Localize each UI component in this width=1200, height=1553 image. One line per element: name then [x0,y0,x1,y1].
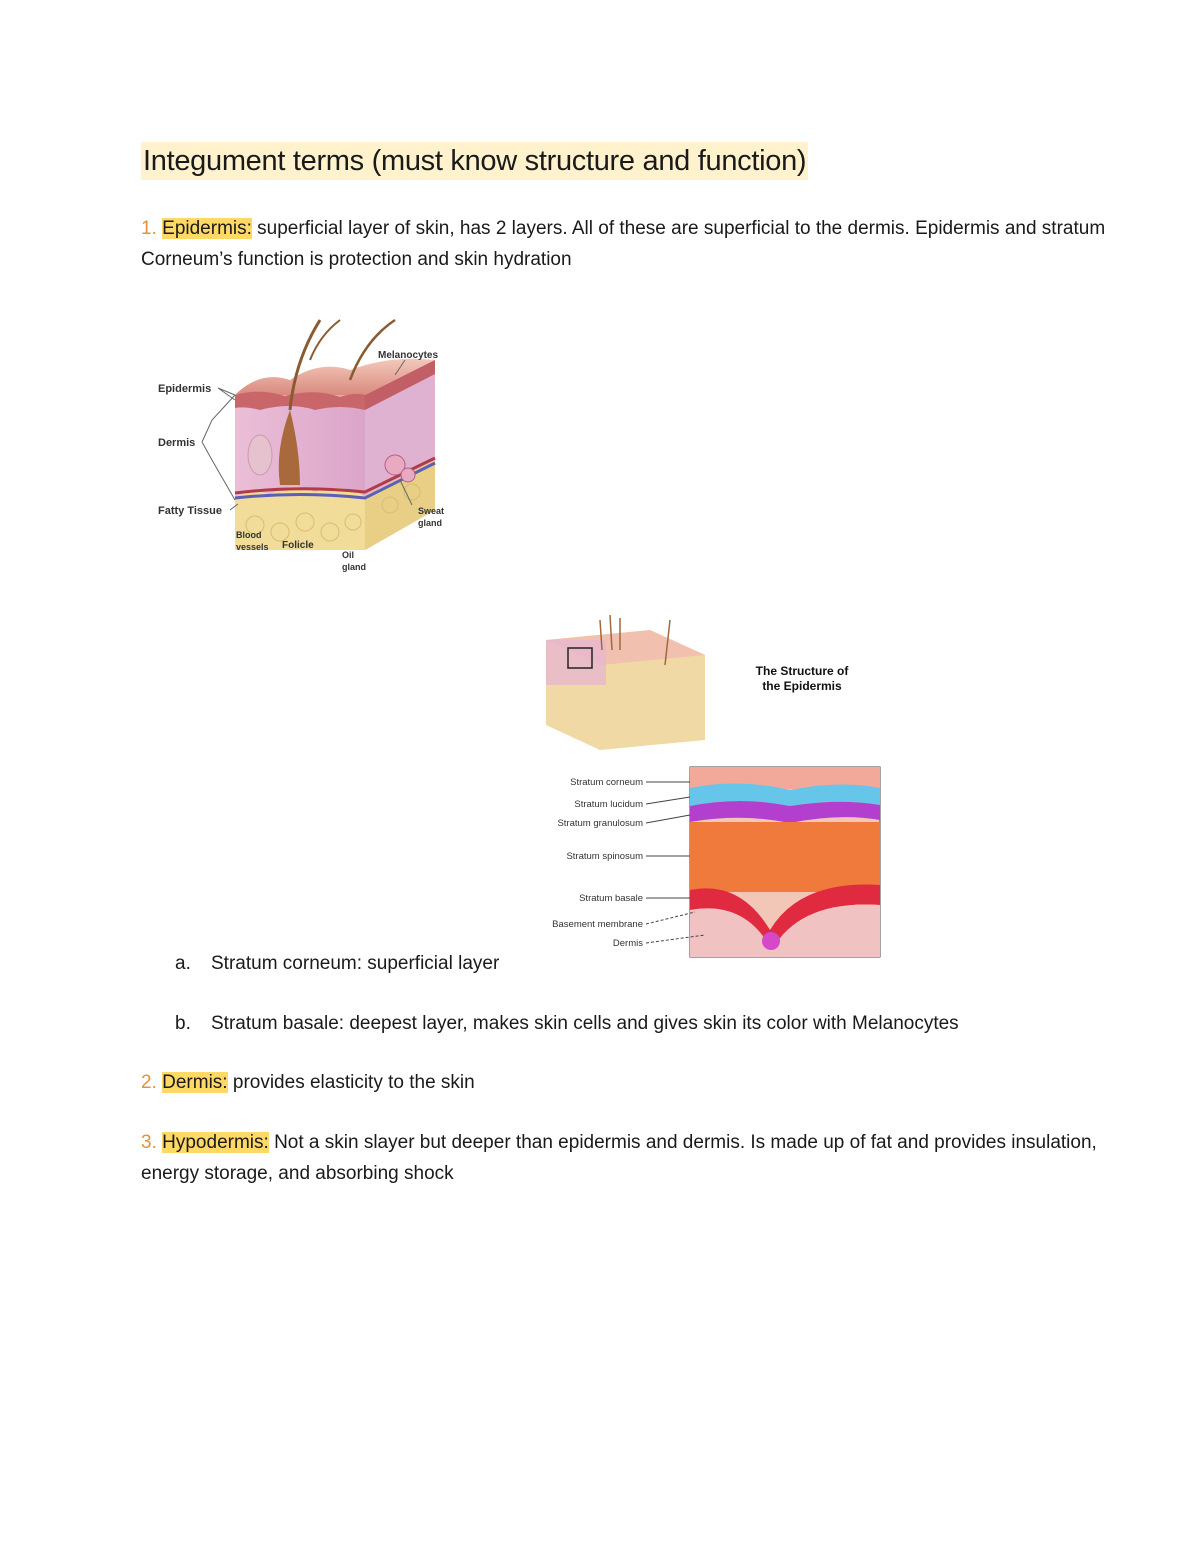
epidermis-structure-figure [540,610,890,960]
item-number: 2. [141,1072,157,1093]
sublist-item-a [175,948,499,979]
page-title: Integument terms (must know structure and function) [141,142,808,180]
list-item-epidermis-cont: Corneum’s function is protection and skin hydration [141,249,572,270]
item-number: 3. [141,1132,157,1153]
layer-label-granulosum: Stratum granulosum [557,818,643,829]
layer-label-membrane: Basement membrane [552,919,643,930]
sublist-marker: b. [175,1013,191,1034]
layer-label-dermis: Dermis [612,938,643,949]
list-item-dermis [141,1067,475,1098]
label-epidermis: Epidermis [158,383,212,395]
svg-text:vessels: vessels [236,542,269,552]
term-dermis: Dermis: [162,1072,228,1093]
layer-label-corneum: Stratum corneum [570,777,643,788]
layer-label-basale: Stratum basale [579,893,643,904]
list-item-hypodermis-cont: energy storage, and absorbing shock [141,1163,454,1184]
term-epidermis: Epidermis: [162,218,252,239]
layer-label-lucidum: Stratum lucidum [574,799,643,810]
item-text: provides elasticity to the skin [227,1072,475,1093]
label-fatty-tissue: Fatty Tissue [158,505,222,517]
skin-cross-section-figure [150,300,460,580]
label-oil-gland: Oil [342,550,355,560]
layer-label-spinosum: Stratum spinosum [566,851,643,862]
item-text: Not a skin slayer but deeper than epidermis and dermis. Is made up of fat and provides insulation, [268,1132,1097,1153]
label-blood-vessels: Blood [236,530,262,540]
layer-detail-panel [690,767,880,957]
figure2-title-line1: The Structure of [755,664,849,678]
label-dermis: Dermis [158,437,196,449]
label-sweat-gland: Sweat [418,506,445,516]
label-melanocytes: Melanocytes [378,350,439,361]
svg-text:gland: gland [418,518,442,528]
sublist-text: Stratum corneum: superficial layer [211,953,500,974]
sublist-text: Stratum basale: deepest layer, makes skin cells and gives skin its color with Melanocytes [211,1013,959,1034]
label-follicle: Folicle [282,540,314,551]
sublist-marker: a. [175,953,191,974]
list-item-hypodermis [141,1127,1097,1158]
figure2-title-line2: the Epidermis [762,679,842,693]
item-number: 1. [141,218,157,239]
list-item-epidermis [141,213,1105,244]
item-text: superficial layer of skin, has 2 layers. All of these are superficial to the dermis. Epidermis and stratum [251,218,1106,239]
sublist-item-b [175,1008,959,1039]
term-hypodermis: Hypodermis: [162,1132,269,1153]
svg-text:gland: gland [342,562,366,572]
